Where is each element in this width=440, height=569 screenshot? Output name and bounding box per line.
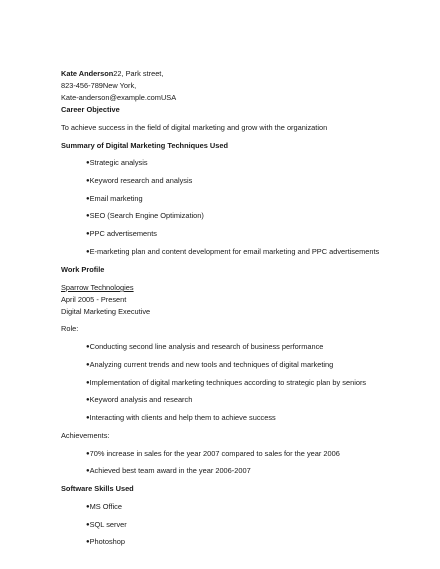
summary-item: ●Email marketing — [86, 194, 143, 203]
address: 22, Park street, — [113, 69, 164, 78]
summary-item: ●Strategic analysis — [86, 158, 148, 167]
city: New York, — [102, 81, 137, 90]
role-label: Role: — [61, 324, 79, 333]
summary-heading: Summary of Digital Marketing Techniques Used — [61, 141, 229, 150]
bullet-icon: ● — [86, 196, 90, 202]
bullet-icon: ● — [86, 213, 90, 219]
bullet-icon: ● — [86, 504, 90, 510]
achievement-item: ●Achieved best team award in the year 2006-2007 — [86, 466, 251, 475]
header-line-3 — [61, 94, 176, 101]
skill-item: ●SQL server — [86, 520, 127, 529]
company-name: Sparrow Technologies — [61, 283, 134, 292]
bullet-icon: ● — [86, 362, 90, 368]
summary-item: ●SEO (Search Engine Optimization) — [86, 211, 204, 220]
skill-item: ●MS Office — [86, 502, 122, 511]
bullet-icon: ● — [86, 231, 90, 237]
bullet-icon: ● — [86, 451, 90, 457]
employment-period: April 2005 - Present — [61, 295, 127, 304]
software-skills-heading: Software Skills Used — [61, 484, 134, 493]
work-profile-heading: Work Profile — [61, 265, 105, 274]
achievements-label: Achievements: — [61, 431, 110, 440]
career-objective-heading: Career Objective — [61, 105, 120, 114]
summary-item: ●E-marketing plan and content development for email marketing and PPC advertisements — [86, 247, 380, 256]
header-line-2 — [61, 82, 136, 89]
bullet-icon: ● — [86, 380, 90, 386]
role-item: ●Implementation of digital marketing techniques according to strategic plan by seniors — [86, 378, 367, 387]
job-title: Digital Marketing Executive — [61, 307, 151, 316]
bullet-icon: ● — [86, 522, 90, 528]
achievement-item: ●70% increase in sales for the year 2007 compared to sales for the year 2006 — [86, 449, 340, 458]
role-item: ●Interacting with clients and help them to achieve success — [86, 413, 276, 422]
phone: 823-456-789 — [61, 81, 103, 90]
email: Kate-anderson@example.com — [61, 93, 161, 102]
career-objective-text: To achieve success in the field of digital marketing and grow with the organization — [61, 123, 328, 132]
candidate-name: Kate Anderson — [61, 69, 114, 78]
bullet-icon: ● — [86, 415, 90, 421]
bullet-icon: ● — [86, 344, 90, 350]
bullet-icon: ● — [86, 397, 90, 403]
country: USA — [160, 93, 177, 102]
header-line-1 — [61, 70, 163, 77]
bullet-icon: ● — [86, 178, 90, 184]
bullet-icon: ● — [86, 539, 90, 545]
role-item: ●Keyword analysis and research — [86, 395, 193, 404]
bullet-icon: ● — [86, 468, 90, 474]
skill-item: ●Photoshop — [86, 537, 125, 546]
role-item: ●Conducting second line analysis and research of business performance — [86, 342, 324, 351]
bullet-icon: ● — [86, 160, 90, 166]
summary-item: ●PPC advertisements — [86, 229, 157, 238]
summary-item: ●Keyword research and analysis — [86, 176, 193, 185]
bullet-icon: ● — [86, 249, 90, 255]
role-item: ●Analyzing current trends and new tools and techniques of digital marketing — [86, 360, 334, 369]
